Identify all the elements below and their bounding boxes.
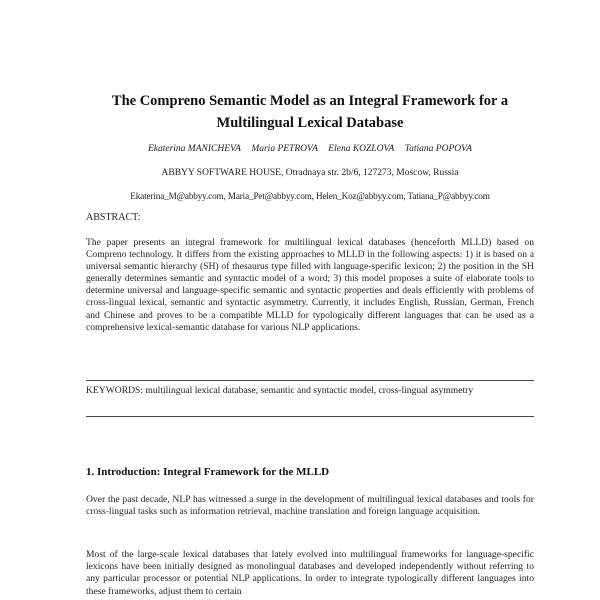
- section-heading: 1. Introduction: Integral Framework for the MLLD: [86, 466, 330, 478]
- abstract-heading: ABSTRACT:: [86, 212, 141, 223]
- author-name: Tatiana POPOVA: [404, 144, 473, 154]
- author-name: Elena KOZLOVA: [328, 144, 395, 154]
- author-emails: Ekaterina_M@abbyy.com, Maria_Pet@abbyy.com, Helen_Koz@abbyy.com, Tatiana_P@abbyy.com: [130, 191, 490, 201]
- body-paragraph: Most of the large-scale lexical databases that lately evolved into multilingual frameworks for language-specific lexicons have been initially designed as monolingual databases and developed independently without referring to any particular processor or potential NLP applications. In order to integrate typologically different languages into these frameworks, adjust them to certain: [86, 549, 534, 597]
- body-paragraph: Over the past decade, NLP has witnessed a surge in the development of multilingual lexical databases and tools for cross-lingual tasks such as information retrieval, machine translation and foreign language acquisition.: [86, 494, 534, 518]
- abstract-text: The paper presents an integral framework for multilingual lexical databases (henceforth MLLD) based on Compreno technology. It differs from the existing approaches to MLLD in the following aspects: 1) it is based on a universal semantic hierarchy (SH) of thesaurus type filled with language-specific lexicon; 2) the position in the SH generally determines semantic and syntactic model of a word; 3) this model proposes a suite of elaborate tools to determine universal and language-specific semantic and syntactic properties and deals efficiently with problems of cross-lingual lexical, semantic and syntactic asymmetry. Currently, it includes English, Russian, German, French and Chinese and proves to be a compatible MLLD for typologically different languages that can be used as a comprehensive lexical-semantic database for various NLP applications.: [86, 237, 534, 333]
- paper-title: The Compreno Semantic Model as an Integral Framework for a Multilingual Lexical Database: [111, 93, 509, 131]
- keywords-divider-top: [86, 380, 534, 381]
- keywords: KEYWORDS: multilingual lexical database, semantic and syntactic model, cross-lingual asymmetry: [86, 385, 474, 396]
- keywords-divider-bottom: [86, 416, 534, 417]
- author-name: Ekaterina MANICHEVA: [147, 144, 241, 154]
- author-name: Maria PETROVA: [251, 144, 318, 154]
- author-list: [60, 144, 560, 154]
- affiliation: ABBYY SOFTWARE HOUSE, Otradnaya str. 2b/6, 127273, Moscow, Russia: [161, 168, 459, 178]
